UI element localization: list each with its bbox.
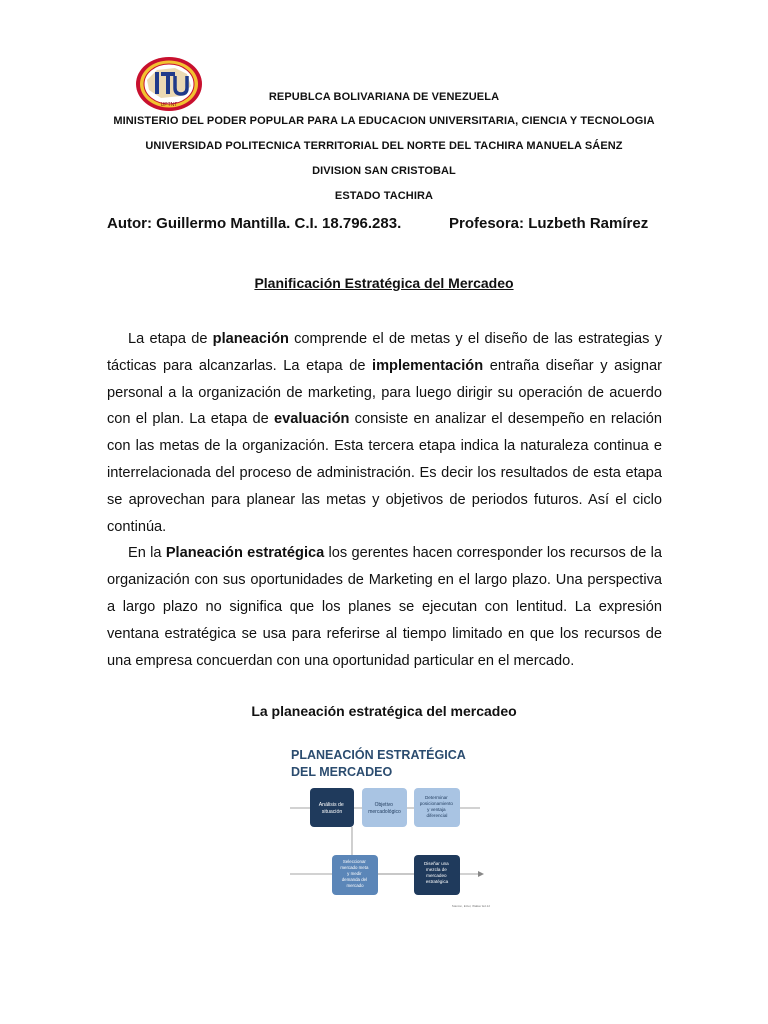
svg-text:Objetivo mercadológico: Objetivo mercadológico [368, 802, 401, 815]
strategic-planning-diagram [284, 733, 498, 911]
diagram-credit: Stanton, Etzel, Walker Ed.12 [451, 904, 490, 908]
paragraph-planning-stages: La etapa de planeación comprende el de metas y el diseño de las estrategias y tácticas para alcanzarlas. La etapa de implementación entraña diseñar y asignar personal a la organización de marketing, para luego dirigir su operación de acuerdo con el plan. La etapa de evaluación consiste en analizar el desempeño en relación con las metas de la organización. Esta tercera etapa indica la naturaleza continua e interrelacionada del proceso de administración. Es decir los resultados de esta etapa se aprovechan para planear las metas y objetivos de periodos futuros. Así el ciclo continúa. [107, 331, 662, 535]
body-text [107, 326, 662, 674]
university-logo [135, 56, 203, 112]
paragraph-strategic-planning: En la Planeación estratégica los gerentes hacen corresponder los recursos de la organización con sus oportunidades de Marketing en el largo plazo. Una perspectiva a largo plazo no significa que los planes se ejecutan con lentitud. La expresión ventana estratégica se usa para referirse al tiempo limitado en que los recursos de una empresa concuerdan con una oportunidad particular en el mercado. [107, 545, 662, 669]
svg-text:Seleccionar mercado meta: Seleccionar mercado meta y medir demanda del mercado [340, 859, 369, 888]
professor-name: Profesora: Luzbeth Ramírez [449, 215, 649, 232]
svg-text:Determinar posicionamien: Determinar posicionamiento y ventaja diferencial [419, 795, 453, 818]
svg-text:UPTNT: UPTNT [160, 102, 178, 108]
figure-caption: La planeación estratégica del mercadeo [251, 703, 517, 719]
authors-line [107, 215, 667, 232]
header-country: REPUBLCA BOLIVARIANA DE VENEZUELA [268, 91, 500, 103]
header-state: ESTADO TACHIRA [334, 190, 434, 202]
svg-text:Análisis de situación: Análisis de situación [318, 802, 344, 815]
svg-text:Diseñar una mezcla de: Diseñar una mezcla de mercadeo estratégica [423, 861, 449, 884]
header-ministry: MINISTERIO DEL PODER POPULAR PARA LA EDUCACION UNIVERSITARIA, CIENCIA Y TECNOLOGIA [113, 115, 655, 127]
document-title: Planificación Estratégica del Mercadeo [254, 275, 514, 291]
header-division: DIVISION SAN CRISTOBAL [312, 165, 456, 177]
header-university: UNIVERSIDAD POLITECNICA TERRITORIAL DEL NORTE DEL TACHIRA MANUELA SÁENZ [145, 140, 623, 152]
author-name: Autor: Guillermo Mantilla. C.I. 18.796.283. [107, 215, 402, 232]
diagram-title-line1: PLANEACIÓN ESTRATÉGICA [291, 748, 466, 762]
diagram-title-line2: DEL MERCADEO [291, 765, 393, 779]
